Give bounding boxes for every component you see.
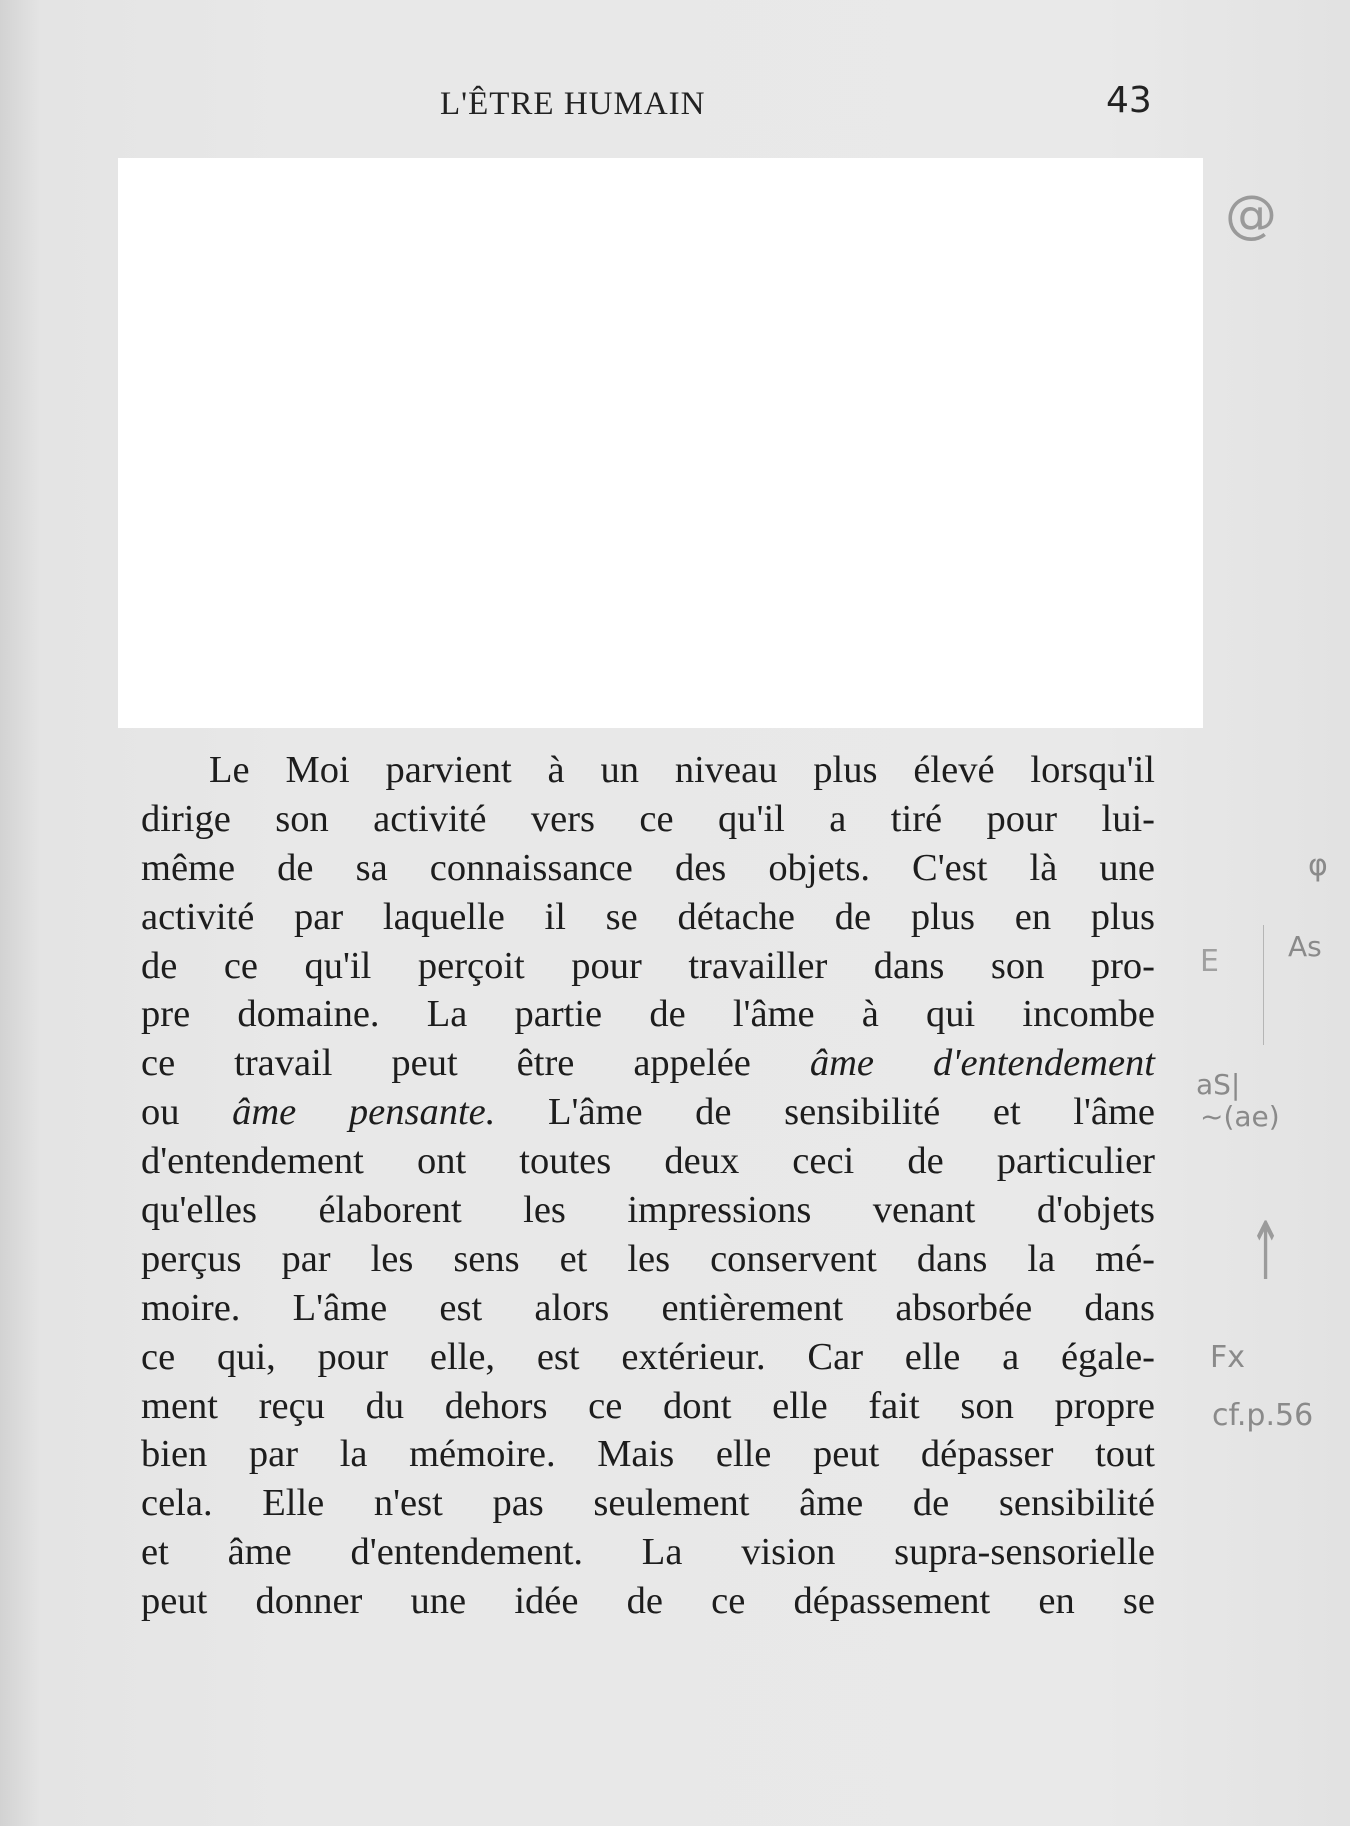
text-line: ce qui, pour elle, est extérieur. Car elle a égale- [141,1335,1155,1378]
margin-rule [1263,925,1264,1045]
italic-term: âme d'entendement [809,1042,1155,1085]
text-line: de ce qu'il perçoit pour travailler dans son pro- [141,944,1155,987]
running-head: L'ÊTRE HUMAIN [440,86,706,122]
redacted-block [118,158,1203,728]
text-line: ment reçu du dehors ce dont elle fait son propre [141,1384,1155,1427]
margin-note-phi: φ [1308,848,1328,883]
text-line: d'entendement ont toutes deux ceci de particulier [141,1140,1155,1183]
text-line: dirige son activité vers ce qu'il a tiré pour lui- [141,797,1155,840]
margin-note-e: E [1200,944,1219,979]
margin-note-at: @ [1225,185,1277,245]
text-line: ou âme pensante. L'âme de sensibilité et l'âme [141,1091,1156,1134]
margin-note-fx: Fx [1210,1340,1246,1375]
text-line: qu'elles élaborent les impressions venant d'objets [141,1189,1155,1232]
page-number: 43 [1106,80,1152,121]
body-paragraph [141,746,1155,1626]
text-line: pre domaine. La partie de l'âme à qui incombe [141,993,1155,1036]
margin-note-as2: aS| [1196,1068,1241,1101]
text-line: activité par laquelle il se détache de plus en plus [141,895,1155,938]
text-line: peut donner une idée de ce dépassement en se [141,1580,1155,1623]
text-line: Le Moi parvient à un niveau plus élevé lorsqu'il [209,749,1155,791]
italic-term: âme pensante. [232,1091,496,1134]
arrow-up-icon: ↑ [1248,1205,1283,1298]
margin-note-cf: cf.p.56 [1212,1398,1314,1433]
margin-note-as: As [1288,930,1322,963]
text-line: moire. L'âme est alors entièrement absorbée dans [141,1286,1155,1329]
text-line: même de sa connaissance des objets. C'est là une [141,846,1155,889]
text-line: et âme d'entendement. La vision supra-sensorielle [141,1531,1155,1574]
text-line: perçus par les sens et les conservent dans la mé- [141,1237,1155,1280]
text-line: cela. Elle n'est pas seulement âme de sensibilité [141,1482,1155,1525]
text-line: ce travail peut être appelée âme d'entendement [141,1042,1155,1085]
margin-note-ae: ~(ae) [1200,1100,1280,1133]
text-line: bien par la mémoire. Mais elle peut dépasser tout [141,1433,1155,1476]
